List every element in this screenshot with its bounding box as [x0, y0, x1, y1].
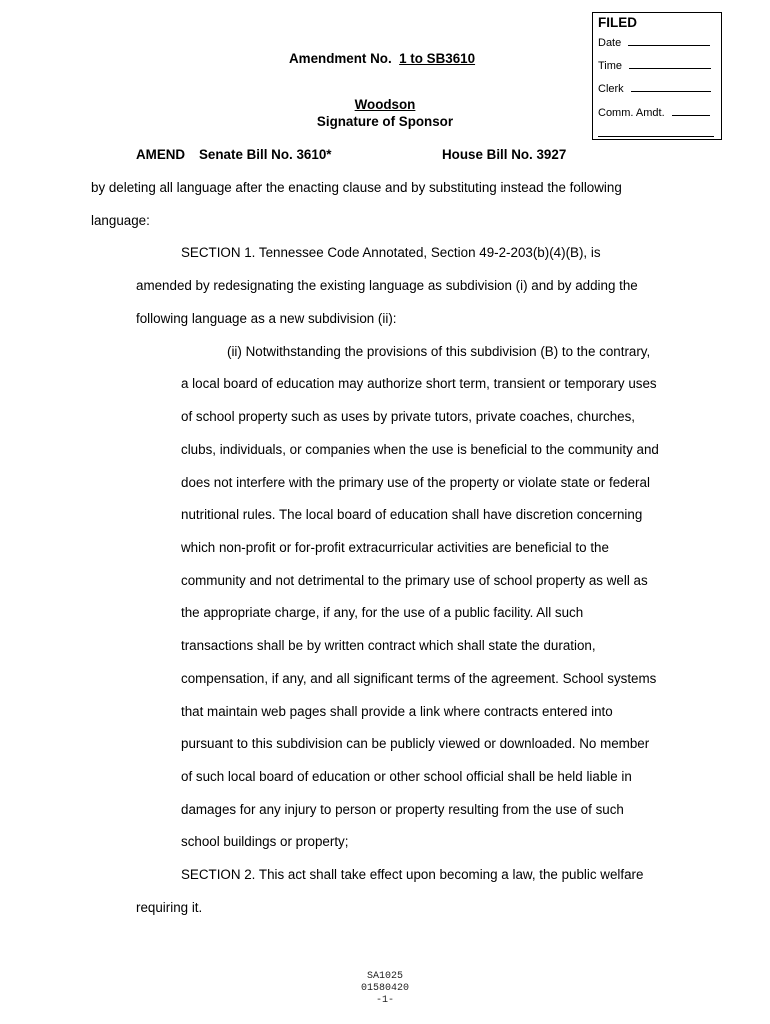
- page-number: -1-: [375, 995, 394, 1006]
- body-line: compensation, if any, and all significant terms of the agreement. School systems: [181, 671, 657, 686]
- sponsor-name-wrap: [0, 97, 770, 113]
- house-bill: House Bill No. 3927: [442, 147, 567, 162]
- filed-date-label: Date: [598, 37, 622, 49]
- body-line: language:: [91, 213, 150, 228]
- filed-clerk-label: Clerk: [598, 83, 624, 95]
- amend-label: AMEND: [136, 147, 186, 162]
- body-line: by deleting all language after the enacting clause and by substituting instead the following: [91, 180, 622, 195]
- amendment-ref: 1 to SB3610: [399, 51, 476, 66]
- body-line: transactions shall be by written contract which shall state the duration,: [181, 638, 596, 653]
- body-line: damages for any injury to person or property resulting from the use of such: [181, 802, 624, 817]
- body-line: clubs, individuals, or companies when the use is beneficial to the community and: [181, 442, 659, 457]
- amendment-title: [289, 51, 475, 67]
- body-line: the appropriate charge, if any, for the use of a public facility. All such: [181, 605, 584, 620]
- body-line: community and not detrimental to the primary use of school property as well as: [181, 573, 648, 588]
- footer-code-1: SA1025: [366, 971, 403, 982]
- sponsor-name: Woodson: [354, 97, 416, 112]
- filed-date-line: [628, 35, 710, 46]
- body-line: nutritional rules. The local board of education shall have discretion concerning: [181, 507, 643, 522]
- filed-clerk-row: [598, 81, 711, 96]
- body-line: which non-profit or for-profit extracurricular activities are beneficial to the: [181, 540, 609, 555]
- filed-title: FILED: [598, 15, 637, 30]
- body-line: following language as a new subdivision (ii):: [136, 311, 397, 326]
- filed-time-label: Time: [598, 60, 623, 72]
- body-line: of such local board of education or other school official shall be held liable in: [181, 769, 632, 784]
- filed-time-line: [629, 58, 711, 69]
- filed-clerk-line: [631, 81, 711, 92]
- body-line: that maintain web pages shall provide a link where contracts entered into: [181, 704, 613, 719]
- body-line: a local board of education may authorize short term, transient or temporary uses: [181, 376, 657, 391]
- sponsor-caption: Signature of Sponsor: [316, 114, 454, 129]
- filed-comm-label: Comm. Amdt.: [598, 107, 665, 119]
- filed-time-row: [598, 58, 711, 73]
- body-line: requiring it.: [136, 900, 203, 915]
- body-line: school buildings or property;: [181, 834, 349, 849]
- subdivision-ii-heading: (ii) Notwithstanding the provisions of this subdivision (B) to the contrary,: [227, 344, 651, 359]
- section-1-heading: SECTION 1. Tennessee Code Annotated, Section 49-2-203(b)(4)(B), is: [181, 245, 601, 260]
- section-2-heading: SECTION 2. This act shall take effect upon becoming a law, the public welfare: [181, 867, 644, 882]
- sponsor-caption-wrap: [0, 114, 770, 130]
- body-line: pursuant to this subdivision can be publicly viewed or downloaded. No member: [181, 736, 650, 751]
- footer-code-2: 01580420: [360, 983, 409, 994]
- filed-date-row: [598, 35, 710, 50]
- body-line: does not interfere with the primary use of the property or violate state or federal: [181, 475, 650, 490]
- body-line: amended by redesignating the existing language as subdivision (i) and by adding the: [136, 278, 638, 293]
- body-line: of school property such as uses by private tutors, private coaches, churches,: [181, 409, 636, 424]
- senate-bill: Senate Bill No. 3610*: [199, 147, 332, 162]
- amendment-prefix: Amendment No.: [289, 51, 392, 66]
